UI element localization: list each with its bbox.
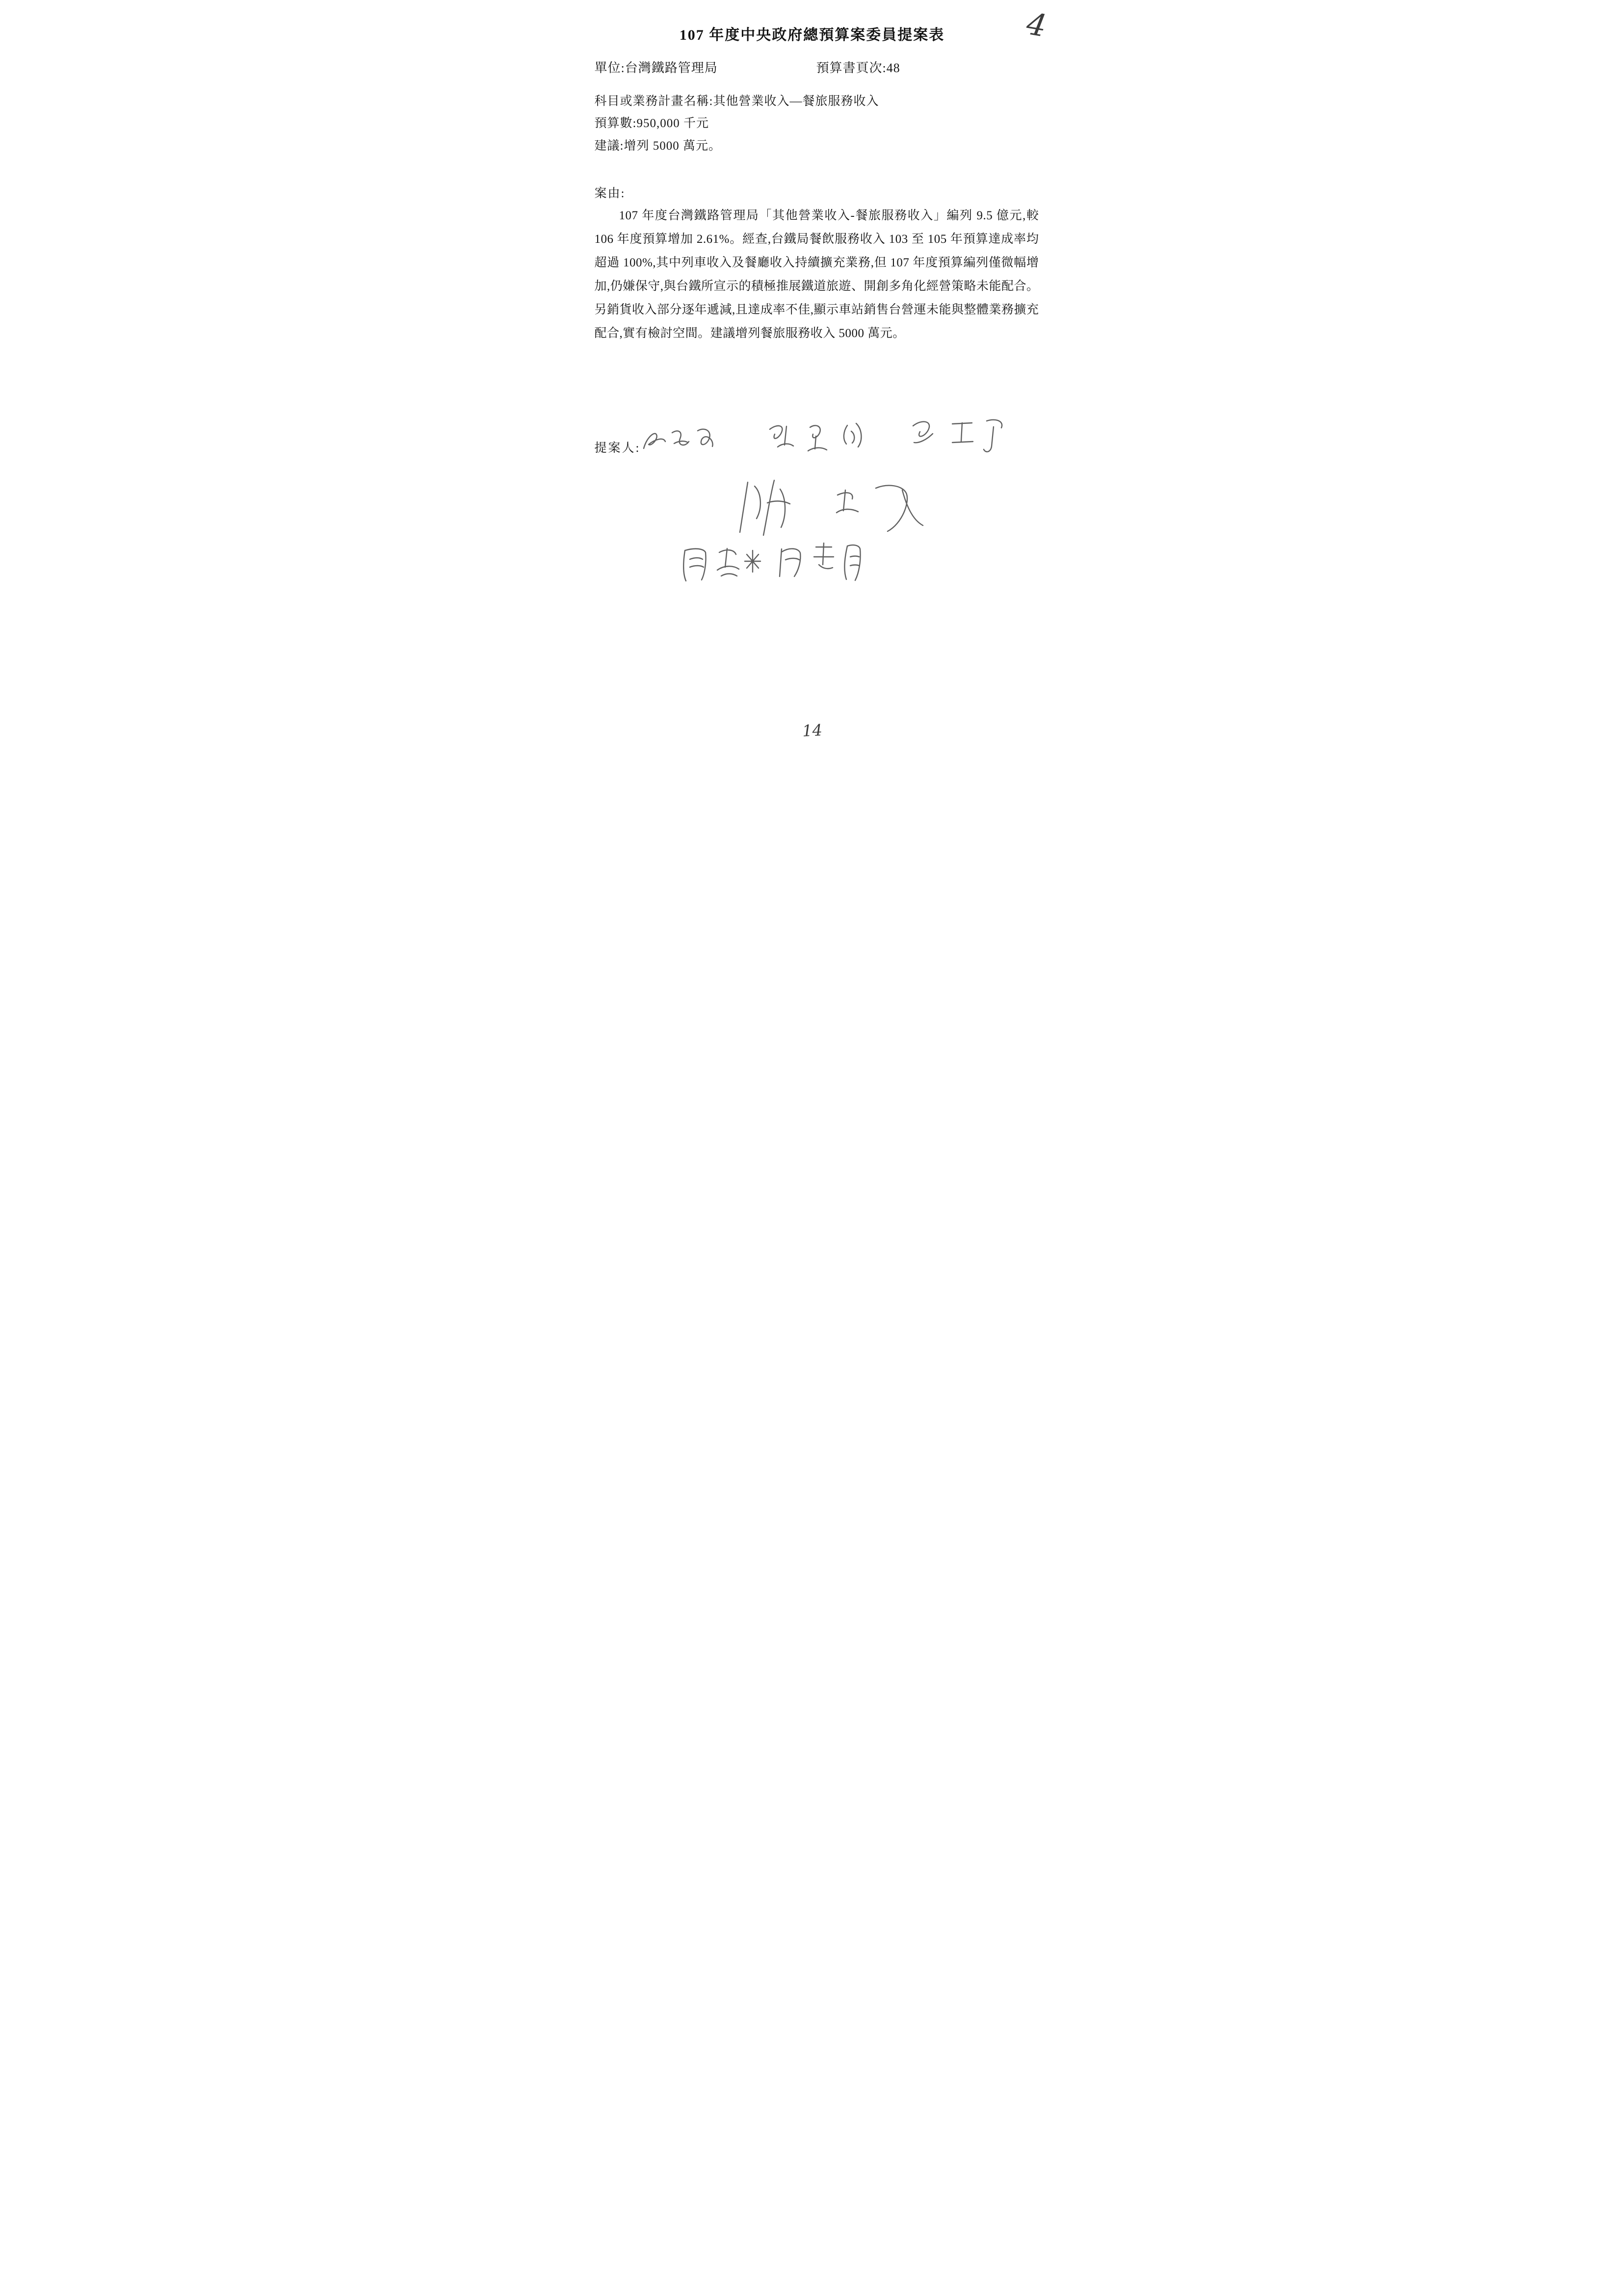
signature-3 [907,412,1013,461]
signature-2 [765,415,880,466]
signature-7 [775,537,870,589]
case-body-paragraph: 107 年度台灣鐵路管理局「其他營業收入-餐旅服務收入」編列 9.5 億元,較 106 年度預算增加 2.61%。經查,台鐵局餐飲服務收入 103 至 105 年預算達成率均超過 100%,其中列車收入及餐廳收入持續擴充業務,但 107 年度預算編列僅微幅增加,仍嫌保守,與台鐵所宣示的積極推展鐵道旅遊、開創多角化經營策略未能配合。另銷貨收入部分逐年遞減,且達成率不佳,顯示車站銷售台營運未能與整體業務擴充配合,實有檢討空間。建議增列餐旅服務收入 5000 萬元。 [594,209,1039,340]
handwritten-page-number: 14 [801,720,823,741]
case-section-label: 案由: [594,187,626,200]
handwritten-corner-number: 4 [1024,5,1049,44]
document-page [542,0,1083,765]
subject-field: 科目或業務計畫名稱:其他營業收入—餐旅服務收入 [594,95,879,108]
header-line [595,58,1044,76]
signature-6 [678,540,771,589]
unit-field: 單位:台灣鐵路管理局 [594,61,718,75]
budget-amount-field: 預算數:950,000 千元 [594,117,709,130]
proposer-label: 提案人: [594,442,641,455]
signature-4 [733,473,819,545]
page-title: 107 年度中央政府總預算案委員提案表 [679,27,945,43]
suggestion-field: 建議:增列 5000 萬元。 [594,139,721,153]
budget-page-ref-field: 預算書頁次:48 [816,61,900,75]
signature-1 [640,418,726,465]
signature-5 [829,478,934,540]
